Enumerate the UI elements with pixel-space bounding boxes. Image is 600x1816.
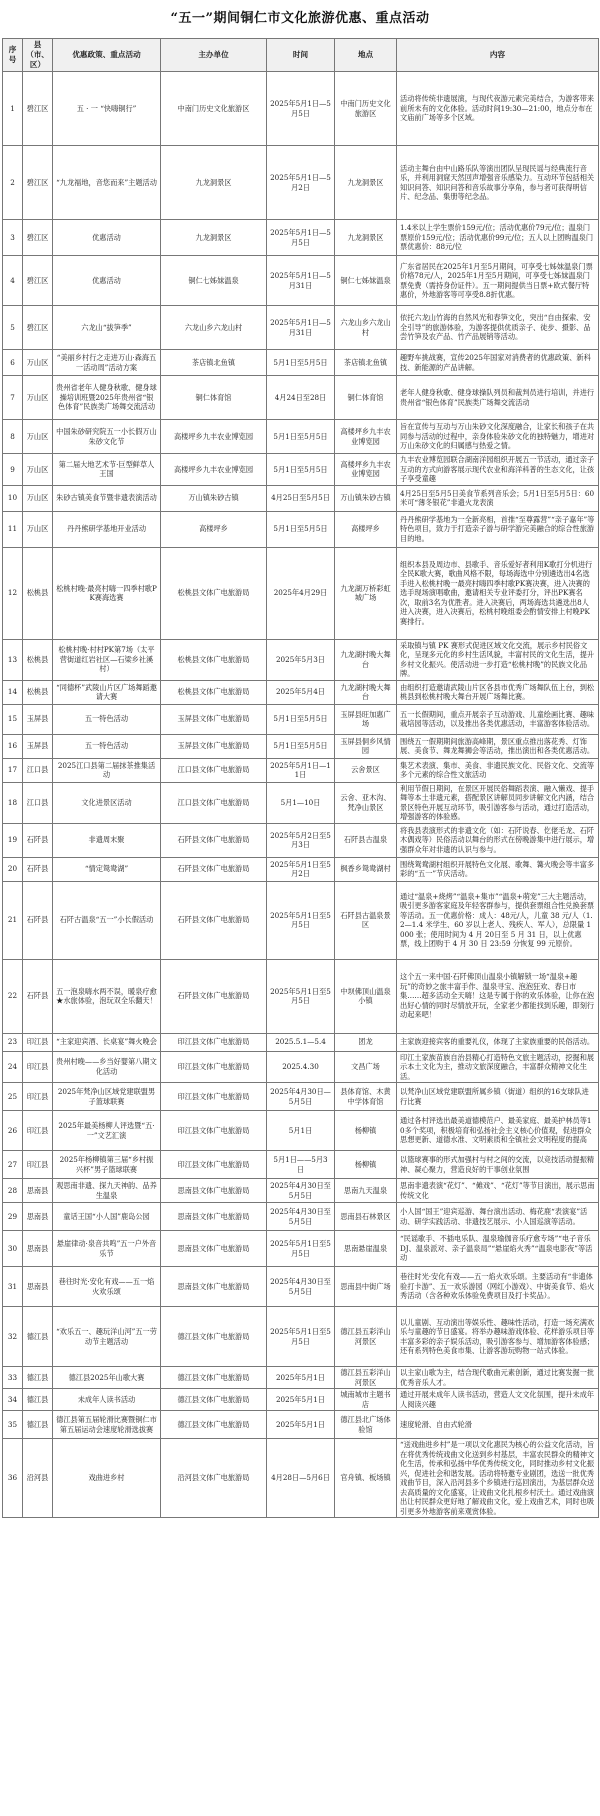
row-county: 印江县	[23, 1083, 53, 1111]
row-county: 江口县	[23, 758, 53, 782]
table-row	[3, 1033, 599, 1051]
row-time: 2025.4.30	[267, 1051, 335, 1083]
table-row	[3, 639, 599, 680]
table-row	[3, 1051, 599, 1083]
row-place: 县体育馆、木黄中学体育馆	[335, 1083, 397, 1111]
table-row	[3, 350, 599, 376]
table-row	[3, 420, 599, 454]
table-row	[3, 454, 599, 486]
row-county: 万山区	[23, 485, 53, 511]
row-time: 2025年5月2日至5月3日	[267, 823, 335, 857]
row-number: 9	[3, 454, 23, 486]
row-organizer: 石阡县文体广电旅游局	[161, 959, 267, 1033]
row-place: 九龙湖村晚大舞台	[335, 680, 397, 704]
row-time: 2025年5月1日至5月5日	[267, 1307, 335, 1367]
table-row	[3, 782, 599, 823]
row-time: 2025年5月1日—11日	[267, 758, 335, 782]
row-content: 采取镇与镇 PK 赛形式促进区域文化交流，展示乡村民俗文化，呈现多元化的乡村生活风貌，丰富村民的文化生活，提升乡村文化振兴。使活动进一步打造“松桃村晚”的民族文化品牌。	[397, 639, 599, 680]
row-number: 8	[3, 420, 23, 454]
row-content: 这个五一来中国·石阡佛顶山温泉小镇解锁一场“温泉+趣玩”的奇妙之旅丰富手作、温泉寻宝、泡泡狂欢、春日市集……超多活动全天嗨！这是专属于你的欢乐体验，让你在泡出好心情的同时尽情放开玩，全家老少都能找到乐趣，即刻行动起来吧！	[397, 959, 599, 1033]
row-policy: 优惠活动	[53, 256, 161, 306]
row-policy: 五 · 一 “快嗨铜行”	[53, 72, 161, 146]
row-organizer: 江口县文体广电旅游局	[161, 758, 267, 782]
row-time: 5月1日至5月5日	[267, 420, 335, 454]
row-place: 思南九天温泉	[335, 1179, 397, 1203]
row-content: 五一长假期间，重点开展亲子互动游戏、儿童绘画比赛、趣味栽培园等活动，以及推出各类优惠活动，丰富游客体验活动。	[397, 704, 599, 734]
row-content: 4月25日至5月5日美食节系列音乐会；5月1日至5月5日：60米可“薄冬银花”非遗火龙表演	[397, 485, 599, 511]
row-content: 趣野车挑战赛，宣传2025年国家对消费者的优惠政策、新科技、新能源的产品讲解。	[397, 350, 599, 376]
row-organizer: 江口县文体广电旅游局	[161, 782, 267, 823]
row-content: 1.4米以上学生票价159元/位；活动优惠价79元/位；温泉门票原价159元/位；活动优惠价99元/位；五人以上团购温泉门票优惠价：88元/位	[397, 220, 599, 256]
row-time: 2025年5月1日至5月5日	[267, 1231, 335, 1267]
row-content: 以主家山歌为主，结合现代歌曲元素创新，通过比赛发掘一批优秀音乐人才。	[397, 1367, 599, 1389]
table-row	[3, 1411, 599, 1439]
row-place: 枫香乡鸳鸯湖村	[335, 857, 397, 881]
row-organizer: 印江县文体广电旅游局	[161, 1051, 267, 1083]
row-place: 中坝佛顶山温泉小镇	[335, 959, 397, 1033]
row-number: 29	[3, 1203, 23, 1231]
row-content: 速度轮滑、自由式轮滑	[397, 1411, 599, 1439]
row-county: 石阡县	[23, 881, 53, 959]
row-time: 2025年5月3日	[267, 639, 335, 680]
row-organizer: 印江县文体广电旅游局	[161, 1151, 267, 1179]
row-policy: 优惠活动	[53, 220, 161, 256]
row-organizer: 印江县文体广电旅游局	[161, 1111, 267, 1151]
row-policy: 五一特色活动	[53, 734, 161, 758]
row-content: 围绕五一假期期间旅游高峰期，景区重点推出落花秀、灯饰展、美食节、舞龙舞狮会等活动，推出演出和各类优惠活动。	[397, 734, 599, 758]
row-number: 28	[3, 1179, 23, 1203]
row-place: 高楼坪乡	[335, 511, 397, 547]
row-number: 19	[3, 823, 23, 857]
row-number: 4	[3, 256, 23, 306]
row-content: 广东省居民在2025年1月至5月期间，可享受七姊妹温泉门票价格78元/人，2025年1月至5月期间，可享受七姊妹温泉门票免费（需持身份证件）。五一期间提供当日票+欧式餐厅特惠价，外地游客等可享受8.8折优惠。	[397, 256, 599, 306]
row-policy: 2025江口县第二届抹茶推集活动	[53, 758, 161, 782]
table-row	[3, 758, 599, 782]
row-place: 思南县石林景区	[335, 1203, 397, 1231]
row-content: 主家族迎接宾客的重要礼仪，体现了主家族重要的民俗活动。	[397, 1033, 599, 1051]
row-number: 2	[3, 146, 23, 220]
row-policy: 2025年最美杨柳人评选暨“五·一”文艺汇演	[53, 1111, 161, 1151]
row-time: 5月1日至5月5日	[267, 350, 335, 376]
row-county: 碧江区	[23, 220, 53, 256]
row-content: 旨在宣传与互动与万山朱砂文化深度融合，让家长和孩子在共同参与活动的过程中，亲身体验朱砂文化的独特魅力，增进对万山朱砂文化的归属感与热爱之情。	[397, 420, 599, 454]
table-row	[3, 220, 599, 256]
header-content: 内容	[397, 39, 599, 72]
row-policy: 中国朱砂研究院五一小长假万山朱砂文化节	[53, 420, 161, 454]
row-number: 20	[3, 857, 23, 881]
row-place: 九龙湖村晚大舞台	[335, 639, 397, 680]
row-county: 德江县	[23, 1389, 53, 1411]
row-time: 5月1日	[267, 1111, 335, 1151]
row-content: 丹丹熊研学基地为一全新亮相，首推“至尊露营”“亲子嘉年”等特色项目，致力于打造亲子游与研学游完美融合的综合性旅游目的地。	[397, 511, 599, 547]
row-county: 印江县	[23, 1051, 53, 1083]
row-county: 江口县	[23, 782, 53, 823]
row-place: 文昌广场	[335, 1051, 397, 1083]
row-county: 玉屏县	[23, 704, 53, 734]
row-number: 34	[3, 1389, 23, 1411]
row-policy: “欢乐五一、趣玩洋山河”五一劳动节主题活动	[53, 1307, 161, 1367]
row-policy: 丹丹熊研学基地开业活动	[53, 511, 161, 547]
row-policy: “情定鸳鸯湖”	[53, 857, 161, 881]
header-time: 时间	[267, 39, 335, 72]
row-time: 2025年4月30日—5月5日	[267, 1083, 335, 1111]
row-county: 思南县	[23, 1203, 53, 1231]
row-time: 5月1日至5月5日	[267, 511, 335, 547]
row-content: 围绕鸳鸯湖村组织开展特色文化展、歌舞、篝火晚会等丰富多彩的“五一”节庆活动。	[397, 857, 599, 881]
row-time: 2025年5月1日—5月31日	[267, 306, 335, 350]
row-content: 将我县表演形式的非遗文化（如：石阡说春、仡佬毛龙、石阡木偶戏等）民俗活动以舞台的形式在傍晚游集中进行展示，增强群众年对非遗的认识与参与。	[397, 823, 599, 857]
table-row	[3, 511, 599, 547]
row-number: 15	[3, 704, 23, 734]
table-row	[3, 376, 599, 420]
row-county: 万山区	[23, 454, 53, 486]
header-no: 序号	[3, 39, 23, 72]
table-row	[3, 1151, 599, 1179]
row-place: 德江县五彩洋山河景区	[335, 1367, 397, 1389]
row-policy: 松桃村晚·最亮村嗨一四季村歌PK赛海选赛	[53, 547, 161, 639]
row-time: 2025年4月29日	[267, 547, 335, 639]
row-place: 万山镇朱砂古镇	[335, 485, 397, 511]
row-number: 7	[3, 376, 23, 420]
row-number: 32	[3, 1307, 23, 1367]
row-county: 思南县	[23, 1179, 53, 1203]
row-county: 德江县	[23, 1411, 53, 1439]
row-place: 六龙山乡六龙山村	[335, 306, 397, 350]
header-place: 地点	[335, 39, 397, 72]
table-body	[3, 72, 599, 1518]
row-time: 5月1日至5月5日	[267, 704, 335, 734]
row-organizer: 铜仁七姊妹温泉	[161, 256, 267, 306]
row-content: 通过各村评选出最美道德模范户、最美家庭、最美护林员等10多个奖项，积极培育和弘扬社会主义核心价值观，促进群众思想更新、道德水准、文明素质和全镇社会文明程度的提高	[397, 1111, 599, 1151]
row-policy: 贵州省老年人健身秋歌、健身球操培训班暨2025年贵州省“银色体育”民族类广场舞交流活动	[53, 376, 161, 420]
row-content: 活动将传统非遗展演，与现代夜游元素完美结合，为游客带来前所未有的文化体验。活动时间19:30—21:00，地点分布在文庙前广场等多个区域。	[397, 72, 599, 146]
row-number: 1	[3, 72, 23, 146]
table-row	[3, 1179, 599, 1203]
row-content: 巷往时光·安化有戏——五一焰火欢乐颂。主要活动有“非遗体验打卡游”、五一欢乐游园（网红小游戏）、中街美食节、焰火秀活动（含各种欢乐体验免费项目及打卡奖品）。	[397, 1267, 599, 1307]
row-policy: 五一泡泉嗨水两不误，暖泉疗愈★水旅体验，泡玩双全乐翻天！	[53, 959, 161, 1033]
row-county: 沿河县	[23, 1439, 53, 1518]
table-row	[3, 485, 599, 511]
row-county: 松桃县	[23, 547, 53, 639]
row-place: 铜仁体育馆	[335, 376, 397, 420]
row-county: 印江县	[23, 1111, 53, 1151]
row-organizer: 松桃县文体广电旅游局	[161, 680, 267, 704]
row-organizer: 玉屏县文体广电旅游局	[161, 704, 267, 734]
table-row	[3, 1367, 599, 1389]
row-county: 碧江区	[23, 146, 53, 220]
row-place: 玉屏县侗乡风情园	[335, 734, 397, 758]
row-content: 老年人健身秋歌、健身球操队列员和裁判员进行培训，并进行贵州省“银色体育”民族类广场舞交流活动	[397, 376, 599, 420]
row-organizer: 松桃县文体广电旅游局	[161, 547, 267, 639]
row-place: 茶店镇北鱼镇	[335, 350, 397, 376]
row-number: 30	[3, 1231, 23, 1267]
row-number: 27	[3, 1151, 23, 1179]
row-county: 万山区	[23, 376, 53, 420]
table-row	[3, 857, 599, 881]
row-place: 玉屏县旺加惠广场	[335, 704, 397, 734]
row-place: 德江县北广场体验馆	[335, 1411, 397, 1439]
row-number: 18	[3, 782, 23, 823]
row-organizer: 高楼坪乡九丰农业博览园	[161, 420, 267, 454]
row-organizer: 沿河县文体广电旅游局	[161, 1439, 267, 1518]
row-content: 活动主舞台由中山路乐队等演出团队呈现民谣与经典流行音乐，并利用洞窟天然回声增强音乐感染力。互动环节包括相关知识问答、知识问答和音乐故事分享角，参与者可获得明信片、纪念品、集册等纪念品。	[397, 146, 599, 220]
row-number: 35	[3, 1411, 23, 1439]
row-time: 4月25日至5月5日	[267, 485, 335, 511]
row-content: 印江土家族苗族自治县精心打造特色文旅主题活动，挖掘和展示本土文化为主，推动文旅深度融合，丰富群众精神文化生活。	[397, 1051, 599, 1083]
table-row	[3, 1307, 599, 1367]
row-organizer: 六龙山乡六龙山村	[161, 306, 267, 350]
table-row	[3, 547, 599, 639]
table-row	[3, 734, 599, 758]
row-time: 2025年5月1日—5月2日	[267, 146, 335, 220]
row-number: 10	[3, 485, 23, 511]
table-row	[3, 146, 599, 220]
row-policy: 德江县2025年山歌大赛	[53, 1367, 161, 1389]
row-number: 25	[3, 1083, 23, 1111]
row-policy: 文化进景区活动	[53, 782, 161, 823]
row-organizer: 九龙洞景区	[161, 146, 267, 220]
row-time: 2025年5月1日	[267, 1389, 335, 1411]
row-number: 14	[3, 680, 23, 704]
row-policy: “美丽乡村行之走进万山·森海五一活动周”活动方案	[53, 350, 161, 376]
row-county: 石阡县	[23, 857, 53, 881]
row-county: 石阡县	[23, 823, 53, 857]
row-number: 6	[3, 350, 23, 376]
row-content: 以儿童剧、互动演出等娱乐性、趣味性活动，打造一场充满欢乐与童趣的节日盛宴。将举办趣味游戏体验、花样游乐项目等丰富多彩的亲子娱乐活动，吸引游客参与、增加游客体验感；还有系列特色美食市集、让游客游玩购物一站式体验。	[397, 1307, 599, 1367]
row-time: 2025年4月30日至5月5日	[267, 1203, 335, 1231]
row-place: 云舍、亚木沟、梵净山景区	[335, 782, 397, 823]
row-content: 通过开展未成年人读书活动，营造人文文化氛围，提升未成年人阅读兴趣	[397, 1389, 599, 1411]
row-place: 九龙湖万桥彩虹城广场	[335, 547, 397, 639]
row-number: 17	[3, 758, 23, 782]
row-place: 高楼坪乡九丰农业博览园	[335, 420, 397, 454]
row-time: 2025年5月1日至5月5日	[267, 881, 335, 959]
row-organizer: 中南门历史文化旅游区	[161, 72, 267, 146]
row-place: 石阡县古温泉	[335, 823, 397, 857]
table-row	[3, 1083, 599, 1111]
row-policy: “九龙福地，音您而来”主题活动	[53, 146, 161, 220]
row-place: 杨柳镇	[335, 1151, 397, 1179]
row-time: 5月1日至5月5日	[267, 454, 335, 486]
row-county: 松桃县	[23, 639, 53, 680]
row-number: 3	[3, 220, 23, 256]
row-policy: 德江县第五届轮滑比赛暨铜仁市第五届运动会速度轮滑选拔赛	[53, 1411, 161, 1439]
row-time: 2025年5月1日—5月31日	[267, 256, 335, 306]
table-row	[3, 1439, 599, 1518]
row-organizer: 万山镇朱砂古镇	[161, 485, 267, 511]
table-row	[3, 959, 599, 1033]
row-time: 4月24日至28日	[267, 376, 335, 420]
header-policy: 优惠政策、重点活动	[53, 39, 161, 72]
table-row	[3, 704, 599, 734]
row-policy: 贵州村晚——乡当好婴第八期文化活动	[53, 1051, 161, 1083]
row-content: 由组织打造邀请武陵山片区各县市优秀广场舞队伍上台，到松桃县到松桃村晚大舞台开展广场舞比赛。	[397, 680, 599, 704]
row-time: 2025.5.1—5.4	[267, 1033, 335, 1051]
row-policy: 第二届大地艺术节·巨型鲜草人王国	[53, 454, 161, 486]
row-place: 思南县中街广场	[335, 1267, 397, 1307]
row-policy: 童话王国“小人国”鹿岛公园	[53, 1203, 161, 1231]
table-row	[3, 1267, 599, 1307]
row-place: 城南城市主题书店	[335, 1389, 397, 1411]
row-time: 2025年5月1日	[267, 1367, 335, 1389]
row-policy: 悬崖律动·泉音共鸣”五一户外音乐节	[53, 1231, 161, 1267]
table-row	[3, 881, 599, 959]
row-time: 2025年5月1日	[267, 1411, 335, 1439]
row-policy: 未成年人读书活动	[53, 1389, 161, 1411]
row-organizer: 德江县文体广电旅游局	[161, 1307, 267, 1367]
row-policy: 松桃村晚·村村PK第7场（太平营街道红岩社区—石梁乡社溪村）	[53, 639, 161, 680]
row-time: 5月1—10日	[267, 782, 335, 823]
row-number: 5	[3, 306, 23, 350]
row-organizer: 思南县文体广电旅游局	[161, 1231, 267, 1267]
row-place: 中南门历史文化旅游区	[335, 72, 397, 146]
row-county: 德江县	[23, 1307, 53, 1367]
row-number: 11	[3, 511, 23, 547]
row-number: 31	[3, 1267, 23, 1307]
row-content: 利用节假日期间，在景区开展民俗舞蹈表演、融入懒戏、提手舞等本土非遗元素，搭配景区讲解员同步讲解文化内涵，结合景区特色开展互动环节，吸引游客参与活动，通过打造活动，增强游客的体验感。	[397, 782, 599, 823]
row-organizer: 印江县文体广电旅游局	[161, 1033, 267, 1051]
row-organizer: 石阡县文体广电旅游局	[161, 823, 267, 857]
row-policy: “主家迎宾酒、长桌宴”舞火晚会	[53, 1033, 161, 1051]
activity-table	[2, 38, 599, 1518]
row-county: 印江县	[23, 1033, 53, 1051]
row-time: 2025年5月1日至5月5日	[267, 959, 335, 1033]
row-organizer: 高楼坪乡	[161, 511, 267, 547]
row-place: 九龙洞景区	[335, 146, 397, 220]
row-county: 万山区	[23, 420, 53, 454]
row-time: 5月1日——5月3日	[267, 1151, 335, 1179]
table-row	[3, 256, 599, 306]
row-organizer: 印江县文体广电旅游局	[161, 1083, 267, 1111]
row-organizer: 高楼坪乡九丰农业博览园	[161, 454, 267, 486]
row-content: 以篮球赛事的形式加强村与村之间的交流，以竞技活动提振精神、凝心聚力，营造良好的干事创业氛围	[397, 1151, 599, 1179]
row-number: 36	[3, 1439, 23, 1518]
row-place: 德江县五彩洋山河景区	[335, 1307, 397, 1367]
row-content: “送戏曲进乡村”是一项以文化惠民为核心的公益文化活动，旨在将优秀传统戏曲文化送到乡村基层，丰富农民群众的精神文化生活，传承和弘扬中华优秀传统文化，同时推动乡村文化振兴，促进社会和谐发展。活动将特邀专业剧团，选送一批优秀戏曲节目，深入沿河县多个乡镇进行巡回演出，为基层群众送去高质量的文化盛宴，让戏曲文化扎根乡村沃土。通过戏曲演出让村民群众更好地了解戏曲文化，爱上戏曲艺术，同时也吸引更多外地游客前来观赏体验。	[397, 1439, 599, 1518]
row-place: 铜仁七姊妹温泉	[335, 256, 397, 306]
row-policy: 朱砂古镇美食节暨非遗表演活动	[53, 485, 161, 511]
table-row	[3, 1231, 599, 1267]
row-organizer: 德江县文体广电旅游局	[161, 1411, 267, 1439]
row-place: 思南悬崖温泉	[335, 1231, 397, 1267]
row-policy: 戏曲进乡村	[53, 1439, 161, 1518]
row-number: 26	[3, 1111, 23, 1151]
row-time: 2025年5月4日	[267, 680, 335, 704]
row-content: 九丰农业博览园联合湖南洋园组织开展五一节活动，通过亲子互动的方式向游客展示现代农业和海洋科普的生态文化，让孩子享受童趣	[397, 454, 599, 486]
row-number: 13	[3, 639, 23, 680]
row-time: 2025年4月30日至5月5日	[267, 1179, 335, 1203]
row-county: 万山区	[23, 511, 53, 547]
row-county: 碧江区	[23, 72, 53, 146]
row-place: 高楼坪乡九丰农业博览园	[335, 454, 397, 486]
row-county: 思南县	[23, 1267, 53, 1307]
row-county: 万山区	[23, 350, 53, 376]
row-number: 23	[3, 1033, 23, 1051]
row-place: 杨柳镇	[335, 1111, 397, 1151]
row-county: 思南县	[23, 1231, 53, 1267]
row-county: 印江县	[23, 1151, 53, 1179]
header-organizer: 主办单位	[161, 39, 267, 72]
row-organizer: 铜仁体育馆	[161, 376, 267, 420]
row-time: 2025年5月1日至5月2日	[267, 857, 335, 881]
row-place: 官舟镇、板场镇	[335, 1439, 397, 1518]
row-county: 石阡县	[23, 959, 53, 1033]
row-number: 16	[3, 734, 23, 758]
row-content: 通过“温泉+烧烤”“温泉+集市”“温泉+萌宠”三大主题活动，吸引更多游客家庭及年轻客群参与，提供套票组合性兑换套票等活动。五一优惠价格：成人：48元/人，儿童 38 元/人（1.2—1.4 米学生、60 岁以上老人、残疾人、军人），总限量 1000 张；使用时间为 4 月 20日至 5 月 31 日，以上优惠票，线上团购于 4 月 30 日 23:59 分恢复 99 元原价。	[397, 881, 599, 959]
row-time: 2025年5月1日—5月5日	[267, 220, 335, 256]
row-policy: 非遗周末聚	[53, 823, 161, 857]
row-number: 21	[3, 881, 23, 959]
row-content: 以梵净山区域党建联盟所属乡镇（街道）组织的16支球队进行比赛	[397, 1083, 599, 1111]
row-place: 石阡县古温泉景区	[335, 881, 397, 959]
row-county: 玉屏县	[23, 734, 53, 758]
row-content: 小人国“国王”迎宾巡游、舞台演出活动、梅花鹿“表演宴”活动、研学实践活动、非遗技艺展示、小人国巡演等活动。	[397, 1203, 599, 1231]
table-row	[3, 1389, 599, 1411]
row-content: “民谣歌手、不插电乐队、温泉瑜伽音乐疗愈专场”“电子音乐DJ、温泉派对、亲子温泉局”“悬崖焰火秀”“温泉电影夜”等活动	[397, 1231, 599, 1267]
row-county: 碧江区	[23, 256, 53, 306]
row-content: 思南非遗表演“花灯”、“傩戏”、“花灯”等节目演出，展示思南传统文化	[397, 1179, 599, 1203]
row-county: 松桃县	[23, 680, 53, 704]
row-policy: 观思南非遗、探九天神韵、品养生温泉	[53, 1179, 161, 1203]
table-row	[3, 680, 599, 704]
table-header	[3, 39, 599, 72]
row-policy: 石阡古温泉“五一”小长假活动	[53, 881, 161, 959]
row-organizer: 思南县文体广电旅游局	[161, 1203, 267, 1231]
row-content: 组织本县及周边市、县歌手、音乐爱好者利用K歌打分机进行全民K歌大赛，歌曲风格不限，每场海选中分别遴选出4名选手进入松桃村晚一最亮村嗨四季村歌PK赛决赛，进入决赛的选手现场演唱歌曲，邀请相关专业评委打分，评出PK赛名次，取前3名为优胜者。进入决赛后，两场海选共遴选出8人进入决赛，进入决赛后，松桃村晚组委会酌情安排上村晚PK赛排行。	[397, 547, 599, 639]
row-policy: 2025年杨柳镇第三届“乡村振兴杯”男子篮球联赛	[53, 1151, 161, 1179]
table-row	[3, 1111, 599, 1151]
row-content: 集艺术表演、集市、美食、非遗民族文化、民俗文化、交流等多个元素的综合性文旅活动	[397, 758, 599, 782]
row-organizer: 德江县文体广电旅游局	[161, 1367, 267, 1389]
page-title: “五一”期间铜仁市文化旅游优惠、重点活动	[170, 11, 430, 26]
row-place: 九龙洞景区	[335, 220, 397, 256]
row-organizer: 石阡县文体广电旅游局	[161, 881, 267, 959]
row-time: 4月28日—5月6日	[267, 1439, 335, 1518]
row-place: 团龙	[335, 1033, 397, 1051]
row-organizer: 九龙洞景区	[161, 220, 267, 256]
table-row	[3, 1203, 599, 1231]
row-policy: 五一特色活动	[53, 704, 161, 734]
table-row	[3, 306, 599, 350]
row-time: 2025年4月30日至5月5日	[267, 1267, 335, 1307]
row-organizer: 思南县文体广电旅游局	[161, 1267, 267, 1307]
header-county: 县（市、区）	[23, 39, 53, 72]
table-row	[3, 823, 599, 857]
row-time: 2025年5月1日—5月5日	[267, 72, 335, 146]
row-organizer: 石阡县文体广电旅游局	[161, 857, 267, 881]
row-policy: 六龙山“拔笋季”	[53, 306, 161, 350]
row-county: 碧江区	[23, 306, 53, 350]
row-place: 云舍景区	[335, 758, 397, 782]
row-organizer: 德江县文体广电旅游局	[161, 1389, 267, 1411]
row-policy: “同德杯”武陵山片区广场舞蹈邀请大赛	[53, 680, 161, 704]
row-policy: 2025年梵净山区域党建联盟男子篮球联赛	[53, 1083, 161, 1111]
row-time: 5月1日至5月5日	[267, 734, 335, 758]
row-organizer: 思南县文体广电旅游局	[161, 1179, 267, 1203]
row-number: 33	[3, 1367, 23, 1389]
row-number: 24	[3, 1051, 23, 1083]
row-policy: 巷往时光·安化有戏——五一焰火欢乐颂	[53, 1267, 161, 1307]
row-organizer: 玉屏县文体广电旅游局	[161, 734, 267, 758]
row-number: 12	[3, 547, 23, 639]
row-county: 德江县	[23, 1367, 53, 1389]
table-row	[3, 72, 599, 146]
row-content: 依托六龙山竹海的自然风光和春笋文化，突出“自由探索、安全引导”的旅游体验，为游客提供优质亲子、徒步、摄影、品尝竹笋及农产品、竹产品展销等活动。	[397, 306, 599, 350]
row-organizer: 茶店镇北鱼镇	[161, 350, 267, 376]
row-organizer: 松桃县文体广电旅游局	[161, 639, 267, 680]
row-number: 22	[3, 959, 23, 1033]
